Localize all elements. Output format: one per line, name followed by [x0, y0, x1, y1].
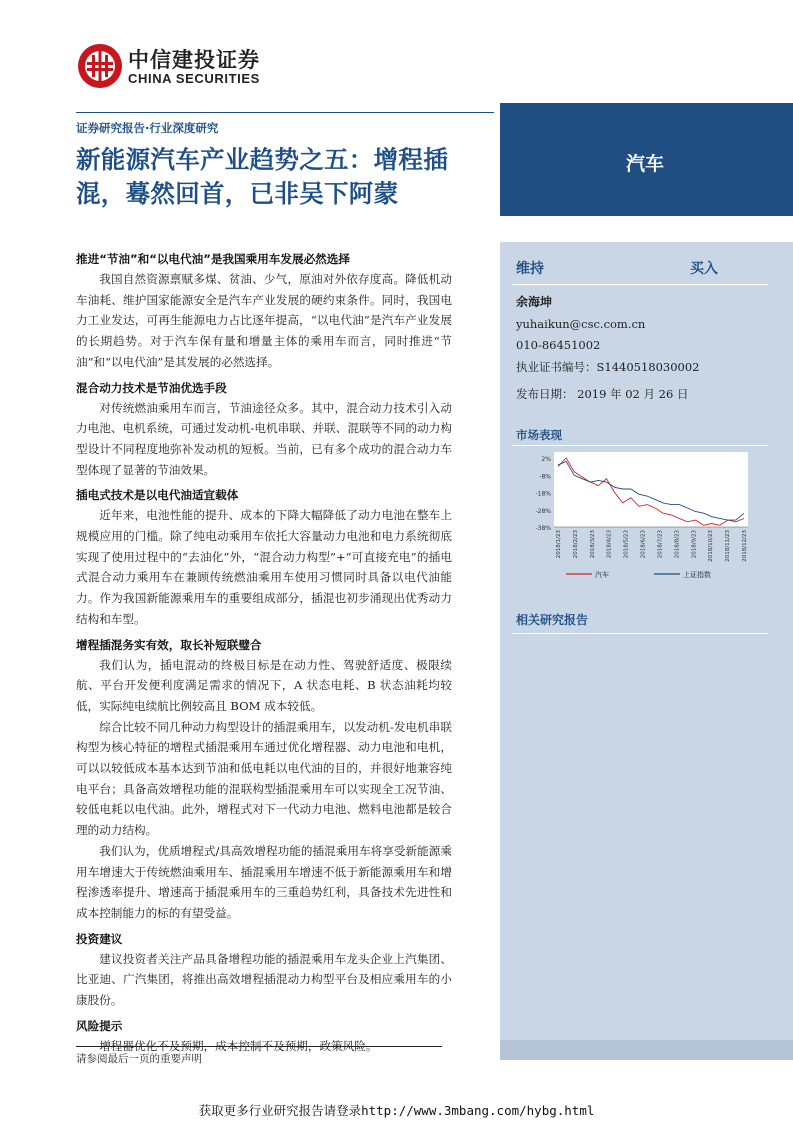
section-heading: 推进“节油”和“以电代油”是我国乘用车发展必然选择	[76, 252, 350, 266]
chart-x-tick-label: 2018/6/23	[640, 530, 647, 559]
section-heading: 风险提示	[76, 1018, 123, 1033]
chart-x-tick-label: 2018/2/23	[572, 530, 579, 559]
chart-y-tick-label: -28%	[535, 507, 551, 515]
chart-x-tick-label: 2018/4/23	[606, 530, 613, 559]
citic-logo-icon	[76, 42, 124, 90]
analyst-name: 余海坤	[516, 295, 553, 309]
footer-divider	[76, 1046, 442, 1047]
rating-label: 维持	[516, 261, 544, 277]
sector-banner	[500, 103, 793, 216]
company-logo	[76, 42, 286, 92]
section-paragraph: 增程器优化不及预期，成本控制不及预期，政策风险。	[99, 1038, 378, 1053]
chart-x-tick-label: 2018/9/23	[691, 530, 698, 559]
section-paragraph: 近年来，电池性能的提升、成本的下降大幅降低了动力电池在整车上规模应用的门槛。除了纯电动乘用车依托大容量动力电池和电力系统彻底实现了使用过程中的“去油化”外，“混合动力构型”+“可直接充电”的插电式混合动力乘用车在兼顾传统燃油乘用车使用习惯同时具备以电代油能力。作为我国新能源乘用车的重要组成部分，插混也初步涌现出优秀动力结构和车型。	[76, 508, 452, 626]
download-link[interactable]: 获取更多行业研究报告请登录http://www.3mbang.com/hybg.html	[198, 1103, 595, 1118]
sector-label: 汽车	[625, 153, 664, 175]
chart-x-tick-label: 2018/8/23	[674, 530, 681, 559]
analyst-phone: 010-86451002	[516, 338, 601, 352]
chart-x-tick-label: 2018/10/23	[708, 530, 715, 562]
chart-y-tick-label: -18%	[535, 490, 551, 498]
footer-note: 请参阅最后一页的重要声明	[76, 1053, 202, 1065]
chart-legend-label: 汽车	[595, 571, 609, 579]
analyst-email[interactable]: yuhaikun@csc.com.cn	[516, 317, 646, 331]
market-performance-divider	[512, 445, 768, 446]
chart-x-tick-label: 2018/1/23	[556, 530, 562, 559]
section-paragraph: 综合比较不同几种动力构型设计的插混乘用车，以发动机-发电机串联构型为核心特征的增程式插混乘用车通过优化增程器、动力电池和电机，可以以较低成本基本达到节油和低电耗以电代油的目的，并很好地兼容纯电平台；具备高效增程功能的混联构型插混乘用车可以实现全工况节油、较低电耗以电代油。此外，增程式对下一代动力电池、燃料电池都是较合理的动力结构。	[76, 719, 452, 838]
section-heading: 投资建议	[76, 931, 123, 946]
report-title: 新能源汽车产业趋势之五：增程插混，蓦然回首，已非吴下阿蒙	[76, 145, 448, 208]
chart-x-tick-label: 2018/3/23	[589, 530, 596, 559]
section-paragraph: 建议投资者关注产品具备增程功能的插混乘用车龙头企业上汽集团、比亚迪、广汽集团，将推出高效增程插混动力构型平台及相应乘用车的小康股份。	[76, 951, 452, 1008]
section-heading: 混合动力技术是节油优选手段	[76, 380, 227, 395]
chart-y-tick-label: 2%	[541, 456, 551, 463]
related-reports-divider	[512, 633, 768, 634]
chart-legend-label: 上证指数	[683, 571, 711, 579]
chart-x-tick-label: 2018/12/23	[742, 530, 748, 562]
section-heading: 插电式技术是以电代油适宜载体	[76, 488, 239, 503]
related-reports-label: 相关研究报告	[516, 613, 589, 627]
section-heading: 增程插混务实有效，取长补短联璧合	[76, 637, 262, 652]
chart-x-tick-label: 2018/11/23	[725, 530, 732, 562]
chart-y-tick-label: -8%	[539, 473, 551, 481]
analyst-certificate: 执业证书编号：S1440518030002	[516, 360, 700, 374]
report-subtitle: 证券研究报告·行业深度研究	[76, 121, 219, 135]
report-body	[76, 249, 452, 1057]
chart-plot-area	[554, 452, 748, 527]
release-date: 发布日期： 2019 年 02 月 26 日	[516, 387, 689, 401]
section-paragraph: 我国自然资源禀赋多煤、贫油、少气，原油对外依存度高。降低机动车油耗、维护国家能源安全是汽车产业发展的硬约束条件。同时，我国电力工业发达，可再生能源电力占比逐年提高，“以电代油”是汽车产业发展的长期趋势。对于汽车保有量和增量主体的乘用车而言，同时推进“节油”和“以电代油”是其发展的必然选择。	[76, 272, 452, 369]
logo-name-en: CHINA SECURITIES	[128, 71, 260, 86]
rating-value: 买入	[690, 261, 718, 277]
section-paragraph: 对传统燃油乘用车而言，节油途径众多。其中，混合动力技术引入动力电池、电机系统，可通过发动机-电机串联、并联、混联等不同的动力构型设计不同程度地弥补发动机的短板。当前，已有多个成功的混合动力车型体现了显著的节油效果。	[76, 400, 452, 477]
chart-y-tick-label: -38%	[535, 525, 551, 532]
section-paragraph: 我们认为，插电混动的终极目标是在动力性、驾驶舒适度、极限续航、平台开发便利度满足需求的情况下，A 状态电耗、B 状态油耗均较低，实际纯电续航比例较高且 BOM 成本较低。	[76, 657, 452, 713]
market-performance-chart	[512, 448, 768, 588]
header-divider	[76, 112, 494, 113]
section-paragraph: 我们认为，优质增程式/具高效增程功能的插混乘用车将享受新能源乘用车增速大于传统燃油乘用车、插混乘用车增速不低于新能源乘用车和增程渗透率提升、增速高于插混乘用车的三重趋势红利，具备技术先进性和成本控制能力的标的有望受益。	[76, 843, 452, 920]
chart-x-tick-label: 2018/7/23	[657, 530, 664, 559]
chart-x-tick-label: 2018/5/23	[623, 530, 630, 559]
sidebar-footer-band	[500, 1040, 793, 1060]
logo-name-cn: 中信建投证券	[128, 48, 260, 72]
rating-divider	[512, 284, 768, 285]
market-performance-label: 市场表现	[516, 428, 562, 442]
